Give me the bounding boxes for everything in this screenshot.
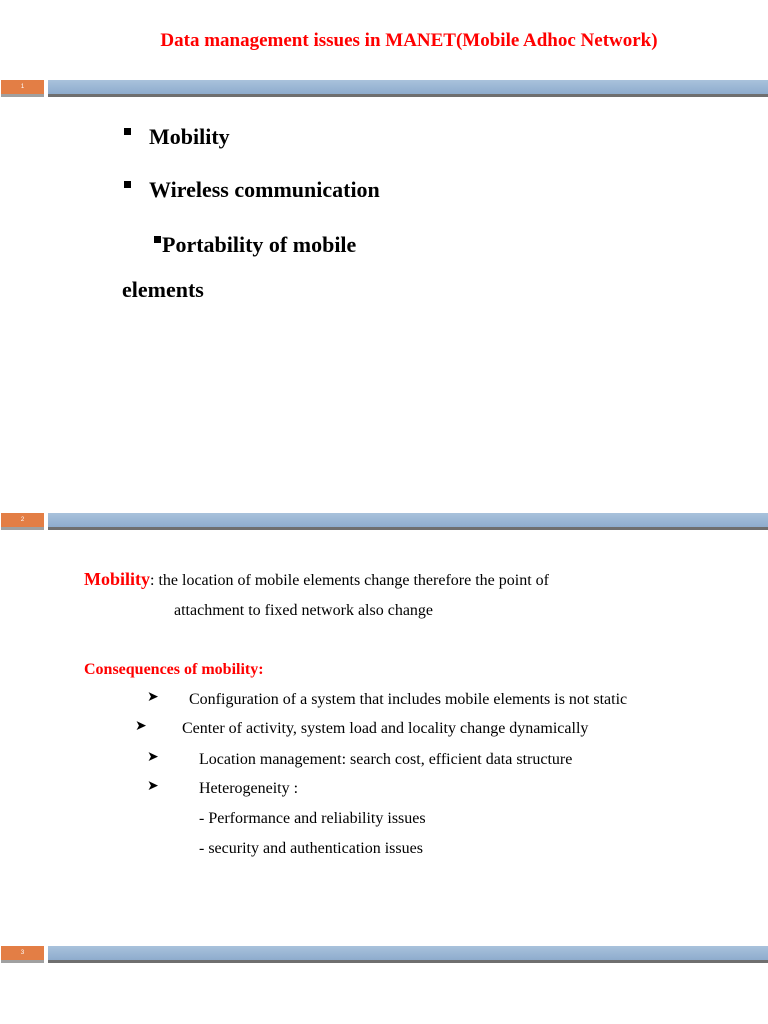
consequence-item-1: Configuration of a system that includes mobile elements is not static	[189, 691, 628, 708]
mobility-term: Mobility	[84, 569, 150, 589]
consequence-item-4: Heterogeneity :	[199, 780, 299, 797]
mobility-definition-text: : the location of mobile elements change therefore the point of	[150, 572, 549, 589]
mobility-definition-line2: attachment to fixed network also change	[174, 602, 434, 619]
bullet-item-mobility: Mobility	[149, 124, 230, 149]
arrowhead-bullet-icon: ➤	[147, 779, 159, 794]
arrowhead-bullet-icon: ➤	[135, 719, 147, 734]
consequences-heading: Consequences of mobility:	[84, 661, 264, 678]
square-bullet-icon	[154, 236, 161, 243]
bullet-item-portability-continuation: elements	[122, 277, 204, 302]
bullet-item-wireless: Wireless communication	[149, 177, 380, 202]
arrowhead-bullet-icon: ➤	[147, 750, 159, 765]
arrowhead-bullet-icon: ➤	[147, 690, 159, 705]
slide-header-bar-2	[0, 513, 768, 533]
slide-number-2: 2	[1, 513, 44, 527]
slide-number-3: 3	[1, 946, 44, 960]
slide-header-bar-3	[0, 946, 768, 966]
mobility-definition	[84, 569, 549, 590]
square-bullet-icon	[124, 128, 131, 135]
consequence-item-3: Location management: search cost, efficient data structure	[199, 751, 573, 768]
bullet-item-portability: Portability of mobile	[162, 232, 357, 257]
slide-number-1: 1	[1, 80, 44, 94]
page-title: Data management issues in MANET(Mobile Adhoc Network)	[160, 30, 658, 51]
square-bullet-icon	[124, 181, 131, 188]
consequence-item-2: Center of activity, system load and locality change dynamically	[182, 720, 589, 737]
sub-item-performance: - Performance and reliability issues	[199, 810, 426, 827]
slide-header-bar-1	[0, 80, 768, 100]
sub-item-security: - security and authentication issues	[199, 840, 423, 857]
